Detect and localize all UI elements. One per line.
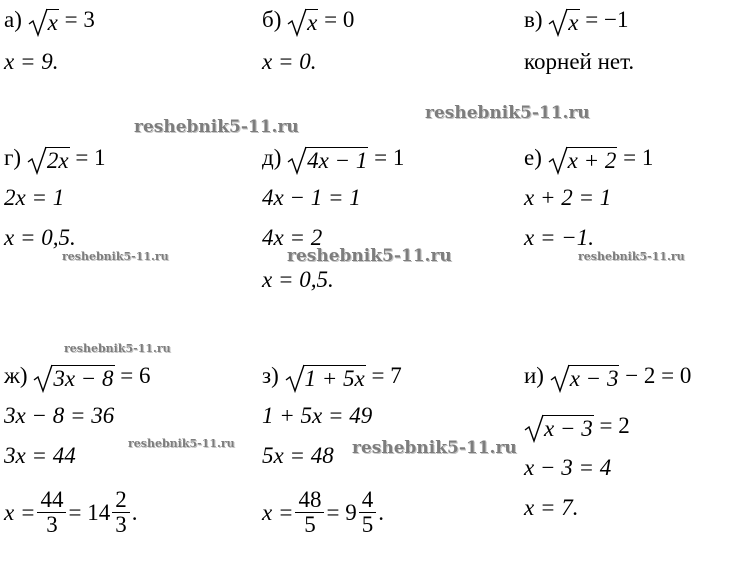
problem-v-equation: в) x = −1	[524, 7, 629, 35]
sqrt-sign-icon: x − 3	[524, 413, 594, 443]
sqrt-sign-icon: x − 3	[550, 363, 620, 393]
watermark: reshebnik5-11.ru	[352, 438, 517, 458]
problem-i-line-2: x = 7.	[524, 495, 579, 520]
watermark: reshebnik5-11.ru	[64, 342, 171, 355]
problem-b-equation: б) x = 0	[262, 7, 355, 35]
problem-e-equation: е) x + 2 = 1	[524, 145, 654, 173]
fraction: $\frac{4}{5}$	[359, 488, 377, 537]
sqrt-sign-icon: 3x − 8	[33, 363, 114, 393]
watermark: reshebnik5-11.ru	[134, 117, 299, 137]
fraction: $\frac{44}{3}$	[37, 488, 66, 537]
problem-b-line-1: x = 0.	[262, 49, 317, 74]
problem-a-line-1: x = 9.	[4, 49, 59, 74]
problem-e-line-2: x = −1.	[524, 225, 594, 250]
problem-g-line-1: 2x = 1	[4, 185, 65, 210]
problem-zh-line-2: 3x = 44	[4, 443, 76, 468]
problem-d-line-3: x = 0,5.	[262, 267, 334, 292]
sqrt-sign-icon: 1 + 5x	[285, 363, 366, 393]
watermark: reshebnik5-11.ru	[62, 250, 169, 263]
sqrt-sign-icon: 2x	[27, 145, 70, 175]
problem-g-line-2: x = 0,5.	[4, 225, 76, 250]
sqrt-sign-icon: 4x − 1	[287, 145, 368, 175]
problem-z-line-2: 5x = 48	[262, 443, 334, 468]
problem-z-final: x = $\frac{48}{5}$ = 9 $\frac{4}{5}$ .	[262, 487, 384, 537]
problem-zh-line-1: 3x − 8 = 36	[4, 403, 115, 428]
sqrt-sign-icon: x	[287, 7, 318, 37]
problem-i-line-1: x − 3 = 4	[524, 455, 612, 480]
problem-i-step: x − 3 = 2	[524, 412, 630, 443]
sqrt-sign-icon: x	[548, 7, 579, 37]
fraction: $\frac{48}{5}$	[295, 488, 324, 537]
sqrt-sign-icon: x	[28, 7, 59, 37]
problem-a-equation: а) x = 3	[4, 7, 95, 35]
problem-zh-equation: ж) 3x − 8 = 6	[4, 363, 151, 391]
watermark: reshebnik5-11.ru	[287, 246, 452, 266]
problem-d-line-2: 4x = 2	[262, 225, 323, 250]
fraction: $\frac{2}{3}$	[112, 488, 130, 537]
problem-g-equation: г) 2x = 1	[4, 145, 106, 173]
problem-e-line-1: x + 2 = 1	[524, 185, 612, 210]
problem-z-equation: з) 1 + 5x = 7	[262, 363, 402, 391]
problem-d-equation: д) 4x − 1 = 1	[262, 145, 405, 173]
problem-zh-final: x = $\frac{44}{3}$ = 14 $\frac{2}{3}$ .	[4, 487, 138, 537]
watermark: reshebnik5-11.ru	[578, 250, 685, 263]
sqrt-sign-icon: x + 2	[548, 145, 618, 175]
problem-i-equation: и) x − 3 − 2 = 0	[524, 363, 692, 391]
problem-z-line-1: 1 + 5x = 49	[262, 403, 373, 428]
problem-d-line-1: 4x − 1 = 1	[262, 185, 361, 210]
watermark: reshebnik5-11.ru	[425, 103, 590, 123]
problem-v-line-1: корней нет.	[524, 49, 635, 74]
watermark: reshebnik5-11.ru	[128, 437, 235, 450]
